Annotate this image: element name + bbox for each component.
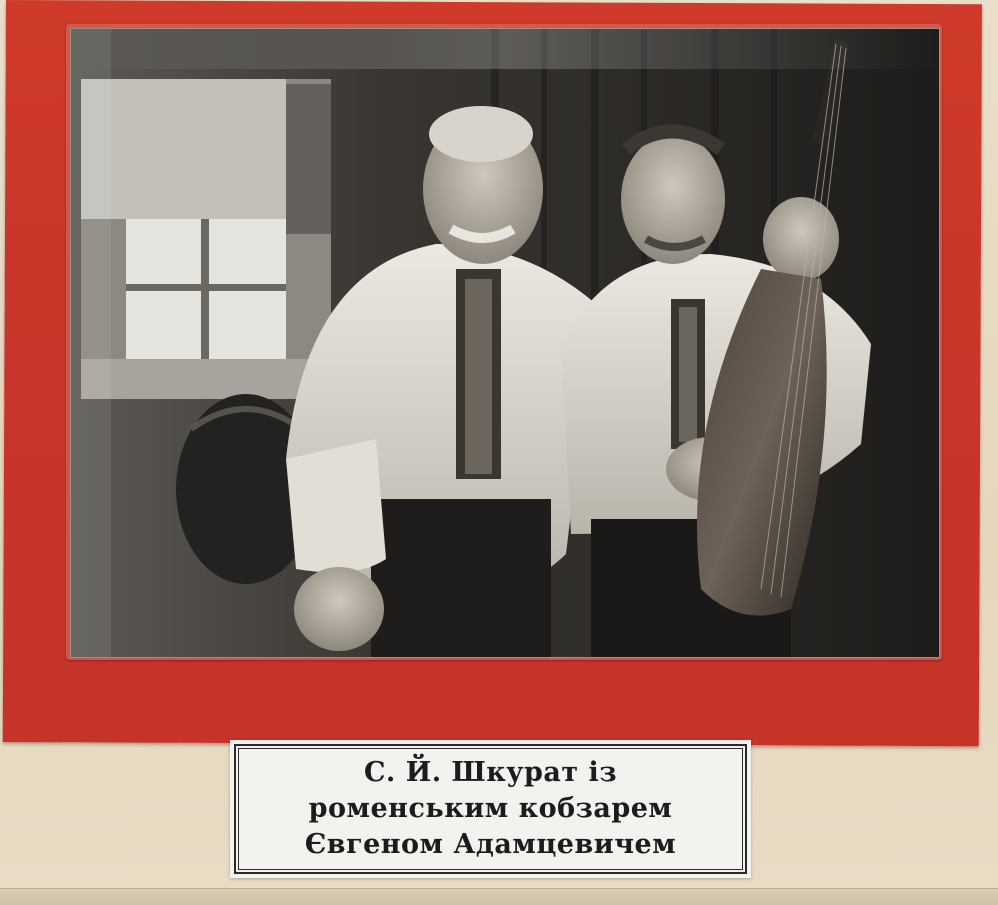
photo-drawing <box>71 29 939 657</box>
caption-line-2: роменським кобзарем <box>308 793 673 824</box>
caption-line-1: С. Й. Шкурат із <box>363 757 618 788</box>
caption-line-3: Євгеном Адамцевичем <box>304 829 677 860</box>
sleeve-glare <box>71 29 939 69</box>
hand <box>294 567 384 651</box>
archival-photograph <box>70 28 940 658</box>
white-hair <box>429 106 533 162</box>
fretting-hand <box>763 197 839 281</box>
wall-ledge <box>0 888 998 905</box>
window <box>81 79 331 399</box>
caption-frame <box>234 744 747 874</box>
caption-card <box>230 740 751 878</box>
